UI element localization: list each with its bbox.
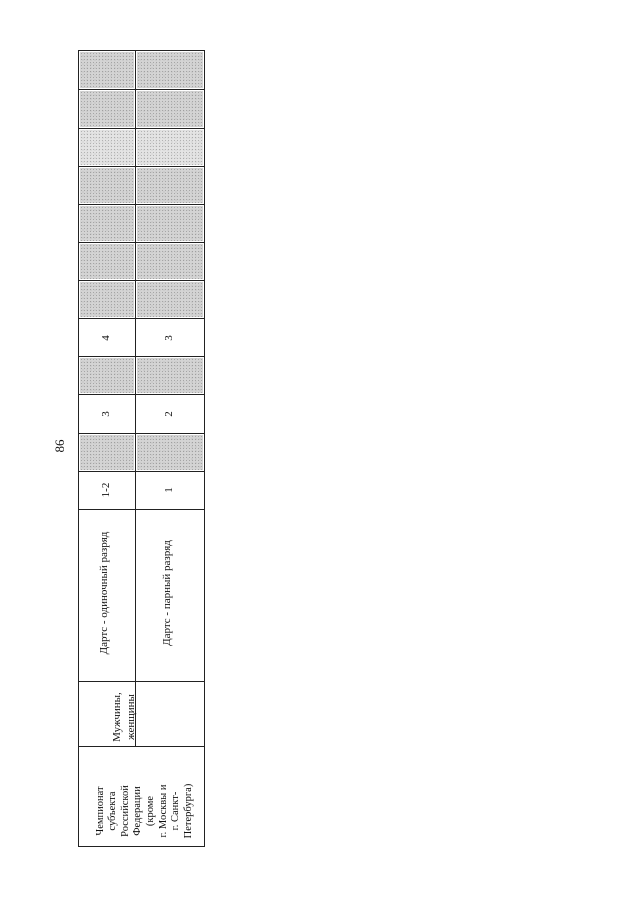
cell-value: 3	[163, 335, 176, 341]
table-divider	[78, 204, 205, 205]
shaded-cell	[137, 130, 203, 165]
cell-value: 1	[163, 487, 176, 493]
event-line: Федерации	[132, 786, 144, 836]
event-line: г. Москвы и	[157, 784, 169, 838]
shaded-cell	[80, 244, 134, 279]
cell-value: 2	[163, 411, 176, 417]
shaded-cell	[137, 244, 203, 279]
table-divider	[78, 280, 205, 281]
table-divider	[78, 166, 205, 167]
shaded-cell	[80, 91, 134, 127]
discipline-label: Дартс - парный разряд	[161, 540, 174, 646]
shaded-cell	[137, 91, 203, 127]
shaded-cell	[80, 282, 134, 317]
cell-value: 1-2	[100, 482, 113, 498]
shaded-cell	[137, 358, 203, 393]
event-line: Чемпионат	[94, 786, 106, 836]
shaded-cell	[80, 130, 134, 165]
table-divider	[78, 89, 205, 90]
event-line: Российской	[119, 785, 131, 837]
event-label	[85, 763, 205, 859]
shaded-cell	[80, 206, 134, 241]
gender-line: Мужчины,	[111, 692, 124, 742]
gender-label	[108, 687, 142, 747]
table-divider	[135, 50, 136, 682]
shaded-cell	[137, 282, 203, 317]
table-divider	[78, 128, 205, 129]
event-line: (кроме	[145, 795, 156, 827]
event-line: Петербурга)	[182, 783, 194, 839]
table-divider	[78, 242, 205, 243]
shaded-cell	[137, 52, 203, 88]
discipline-label: Дартс - одиночный разряд	[98, 531, 111, 655]
cell-value: 4	[100, 335, 113, 341]
shaded-cell	[137, 435, 203, 470]
shaded-cell	[137, 206, 203, 241]
event-line: субъекта	[107, 791, 119, 831]
cell-value: 3	[100, 411, 113, 417]
event-line: г. Санкт-	[170, 791, 182, 831]
shaded-cell	[80, 52, 134, 88]
shaded-cell	[80, 168, 134, 203]
gender-line: женщины	[125, 694, 137, 740]
shaded-cell	[137, 168, 203, 203]
shaded-cell	[80, 358, 134, 393]
shaded-cell	[80, 435, 134, 470]
page-number: 86	[52, 439, 67, 453]
